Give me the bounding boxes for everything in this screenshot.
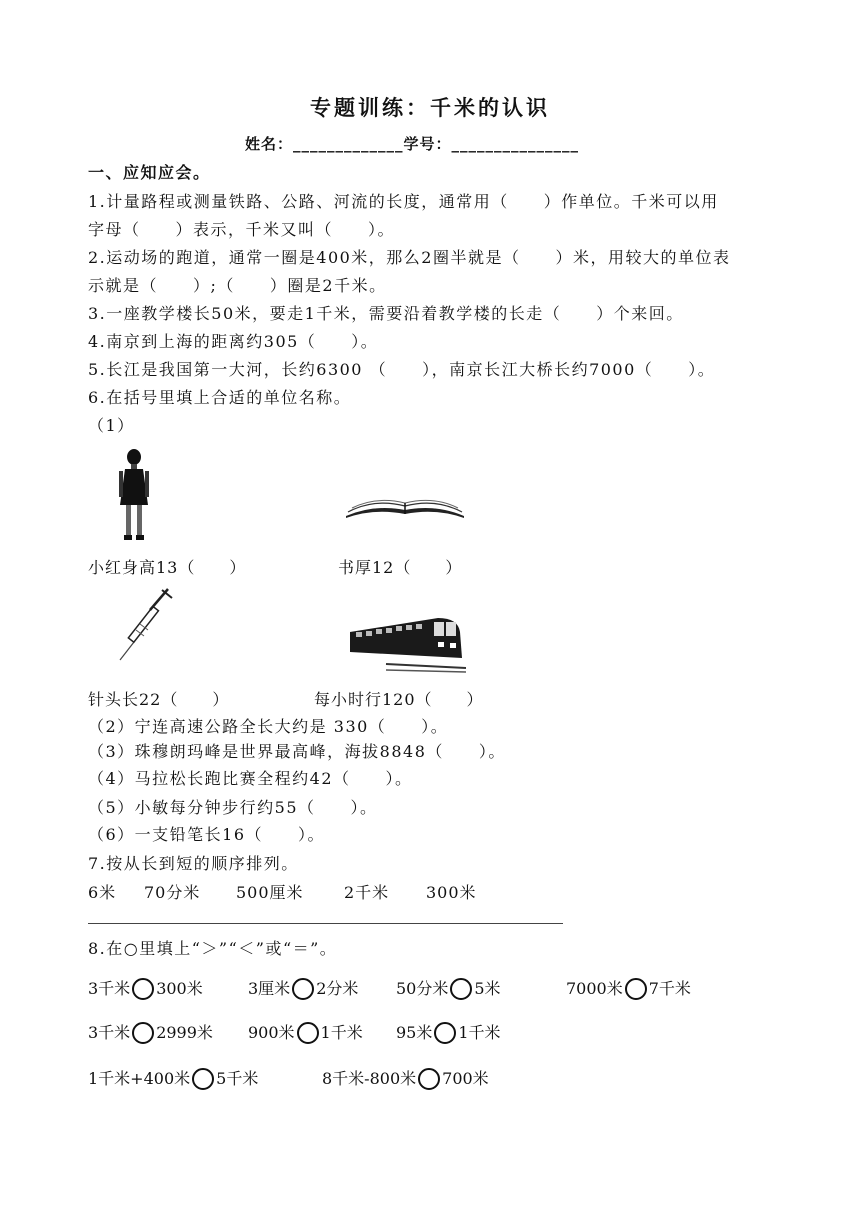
compare-circle[interactable] [625,978,647,1000]
comparison-right: 1千米 [458,1023,501,1042]
question-8: 8.在○里填上“＞”“＜”或“＝”。 [88,939,338,958]
page-title: 专题训练：千米的认识 [310,96,550,120]
book-picture [344,494,466,520]
comparison-item [396,976,501,1000]
comparison-right: 2999米 [156,1023,213,1042]
name-student-id-line: 姓名：_____________学号：_______________ [245,135,580,153]
comparison-item [248,976,358,1000]
question-6-part-4: （4）马拉松长跑比赛全程约42（ ）。 [88,769,413,788]
comparison-left: 3千米 [88,979,131,998]
answer-line[interactable] [88,923,563,924]
comparison-item [88,976,203,1000]
comparison-item [322,1066,489,1090]
comparison-right: 5千米 [216,1069,259,1088]
compare-circle[interactable] [292,978,314,1000]
caption-train-speed: 每小时行120（ ） [314,690,484,709]
comparison-right: 700米 [442,1069,489,1088]
question-6-part-1: （1） [88,416,135,435]
comparison-left: 3厘米 [248,979,291,998]
question-4: 4.南京到上海的距离约305（ ）。 [88,332,379,351]
compare-circle[interactable] [418,1068,440,1090]
train-picture [346,612,466,674]
question-2-line-2: 示就是（ ）;（ ）圈是2千米。 [88,276,387,295]
caption-needle-length: 针头长22（ ） [88,690,230,709]
comparison-left: 3千米 [88,1023,131,1042]
caption-book-thickness: 书厚12（ ） [338,558,463,577]
comparison-left: 7000米 [566,979,623,998]
question-6-part-3: （3）珠穆朗玛峰是世界最高峰，海拔8848（ ）。 [88,742,506,761]
length-item: 500厘米 [236,883,304,902]
length-item: 70分米 [144,883,201,902]
comparison-item [396,1020,501,1044]
length-item: 6米 [88,883,117,902]
question-6-part-5: （5）小敏每分钟步行约55（ ）。 [88,798,378,817]
comparison-left: 900米 [248,1023,295,1042]
compare-circle[interactable] [132,1022,154,1044]
comparison-left: 95米 [396,1023,433,1042]
syringe-picture [116,586,174,664]
comparison-right: 1千米 [320,1023,363,1042]
compare-circle[interactable] [132,978,154,1000]
question-6-part-6: （6）一支铅笔长16（ ）。 [88,825,326,844]
comparison-right: 300米 [156,979,203,998]
question-6: 6.在括号里填上合适的单位名称。 [88,388,352,407]
comparison-item [248,1020,363,1044]
comparison-left: 8千米-800米 [322,1069,417,1088]
compare-circle[interactable] [297,1022,319,1044]
comparison-left: 1千米+400米 [88,1069,191,1088]
question-1-line-1: 1.计量路程或测量铁路、公路、河流的长度，通常用（ ）作单位。千米可以用 [88,192,719,211]
question-6-part-2: （2）宁连高速公路全长大约是 330（ ）。 [88,717,449,736]
comparison-right: 7千米 [648,979,691,998]
comparison-left: 50分米 [396,979,449,998]
length-item: 2千米 [344,883,390,902]
girl-picture [112,447,156,543]
question-1-line-2: 字母（ ）表示，千米又叫（ ）。 [88,220,396,239]
question-7: 7.按从长到短的顺序排列。 [88,854,299,873]
comparison-right: 5米 [474,979,501,998]
length-item: 300米 [426,883,477,902]
comparison-item [88,1066,258,1090]
compare-circle[interactable] [192,1068,214,1090]
compare-circle[interactable] [434,1022,456,1044]
comparison-item [88,1020,213,1044]
section-heading: 一、应知应会。 [88,163,211,182]
question-5: 5.长江是我国第一大河，长约6300 （ ），南京长江大桥长约7000（ ）。 [88,360,716,379]
comparison-right: 2分米 [316,979,359,998]
question-3: 3.一座教学楼长50米，要走1千米，需要沿着教学楼的长走（ ）个来回。 [88,304,684,323]
comparison-item [566,976,691,1000]
caption-girl-height: 小红身高13（ ） [88,558,247,577]
compare-circle[interactable] [450,978,472,1000]
question-2-line-1: 2.运动场的跑道，通常一圈是400米，那么2圈半就是（ ）米，用较大的单位表 [88,248,731,267]
